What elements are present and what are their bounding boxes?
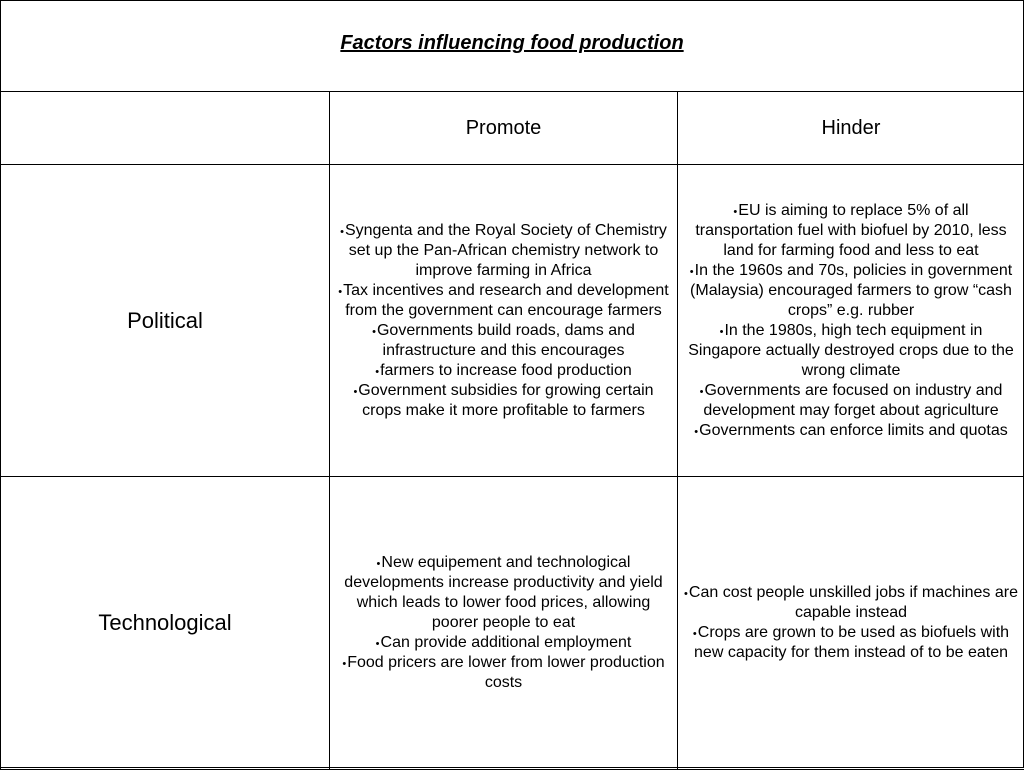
bullet-icon: • (353, 386, 357, 398)
bullet-icon: • (338, 286, 342, 298)
bullet-icon: • (720, 326, 724, 338)
bullet-icon: • (694, 426, 698, 438)
list-item: •In the 1980s, high tech equipment in Singapore actually destroyed crops due to the wrong climate (684, 321, 1018, 381)
page-title: Factors influencing food production (340, 32, 683, 55)
political-hinder-cell (678, 165, 1024, 477)
bullet-icon: • (684, 588, 688, 600)
table-row-political (1, 165, 1024, 477)
header-hinder: Hinder (678, 92, 1024, 165)
row-label-technological: Technological (1, 477, 330, 770)
bullet-icon: • (342, 658, 346, 670)
table-row-technological (1, 477, 1024, 770)
bullet-icon: • (733, 206, 737, 218)
bullet-icon: • (340, 226, 344, 238)
table-header-row (1, 92, 1024, 165)
bullet-icon: • (372, 326, 376, 338)
bullet-icon: • (690, 266, 694, 278)
list-item: •Can cost people unskilled jobs if machines are capable instead (684, 583, 1018, 623)
list-item: •Governments are focused on industry and development may forget about agriculture (684, 381, 1018, 421)
list-item: •New equipement and technological developments increase productivity and yield which leads to lower food prices, allowing poorer people to eat (336, 553, 671, 633)
row-label-political: Political (1, 165, 330, 477)
header-promote: Promote (330, 92, 678, 165)
bullet-icon: • (375, 366, 379, 378)
factors-table (0, 91, 1024, 770)
bullet-icon: • (693, 628, 697, 640)
technological-hinder-cell (678, 477, 1024, 770)
list-item: •Can provide additional employment (336, 633, 671, 653)
bullet-list (336, 553, 671, 693)
list-item: •Food pricers are lower from lower production costs (336, 653, 671, 693)
technological-promote-cell (330, 477, 678, 770)
bullet-list (336, 221, 671, 421)
bullet-icon: • (376, 638, 380, 650)
list-item: •Government subsidies for growing certain crops make it more profitable to farmers (336, 381, 671, 421)
bullet-list (684, 583, 1018, 663)
bullet-icon: • (700, 386, 704, 398)
bullet-list (684, 201, 1018, 441)
list-item: •Tax incentives and research and development from the government can encourage farmers (336, 281, 671, 321)
list-item: •EU is aiming to replace 5% of all transportation fuel with biofuel by 2010, less land for farming food and less to eat (684, 201, 1018, 261)
list-item: •Crops are grown to be used as biofuels with new capacity for them instead of to be eaten (684, 623, 1018, 663)
political-promote-cell (330, 165, 678, 477)
list-item: •farmers to increase food production (336, 361, 671, 381)
list-item: •In the 1960s and 70s, policies in government (Malaysia) encouraged farmers to grow “cash crops” e.g. rubber (684, 261, 1018, 321)
title-row (0, 0, 1024, 92)
list-item: •Governments build roads, dams and infrastructure and this encourages (336, 321, 671, 361)
list-item: •Syngenta and the Royal Society of Chemistry set up the Pan-African chemistry network to improve farming in Africa (336, 221, 671, 281)
bullet-icon: • (377, 558, 381, 570)
header-empty-cell (1, 92, 330, 165)
list-item: •Governments can enforce limits and quotas (684, 421, 1018, 441)
